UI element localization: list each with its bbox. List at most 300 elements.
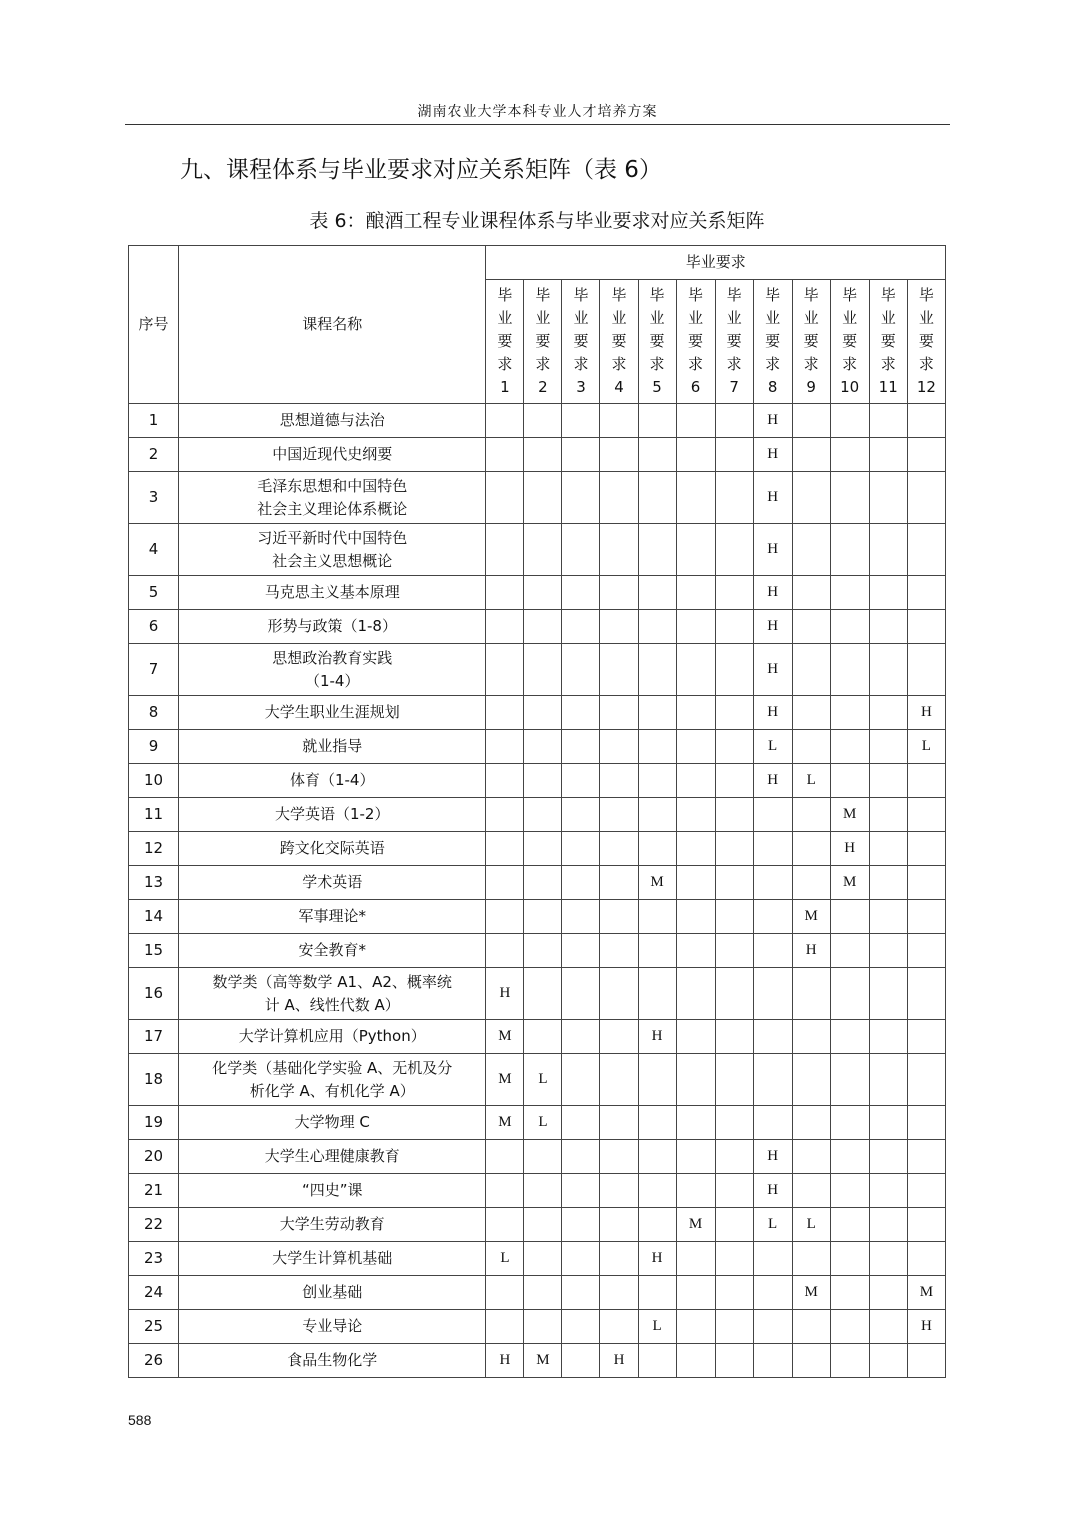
support-level-cell: [792, 1106, 830, 1140]
support-level-cell: [600, 764, 638, 798]
table-row: [129, 934, 946, 968]
support-level-cell: [638, 900, 676, 934]
support-level-cell: [830, 576, 869, 610]
support-level-cell: [562, 472, 600, 524]
header-requirement-char: 求: [918, 355, 934, 373]
course-name-line: 计 A、线性代数 A）: [264, 995, 400, 1014]
support-level-cell: [600, 696, 638, 730]
row-number: 7: [129, 644, 179, 696]
row-number: 5: [129, 576, 179, 610]
header-requirement-char: 业: [611, 309, 627, 327]
row-number: 22: [129, 1208, 179, 1242]
support-level-cell: [869, 1054, 907, 1106]
support-level-cell: [715, 1276, 753, 1310]
header-requirement-11: [869, 280, 907, 404]
support-level-cell: [753, 1054, 792, 1106]
row-number: 6: [129, 610, 179, 644]
row-number: 19: [129, 1106, 179, 1140]
header-requirement-char: 业: [497, 309, 513, 327]
support-level-cell: [562, 1174, 600, 1208]
table-row: [129, 438, 946, 472]
support-level-cell: [830, 1276, 869, 1310]
support-level-cell: [524, 900, 562, 934]
header-requirement-char: 毕: [535, 286, 551, 304]
support-level-cell: [907, 404, 945, 438]
support-level-cell: [907, 1208, 945, 1242]
support-level-cell: [715, 1208, 753, 1242]
support-level-cell: L: [792, 1208, 830, 1242]
support-level-cell: [869, 1020, 907, 1054]
support-level-cell: [486, 644, 524, 696]
support-level-cell: [638, 1140, 676, 1174]
row-number: 26: [129, 1344, 179, 1378]
support-level-cell: [907, 610, 945, 644]
support-level-cell: [524, 1208, 562, 1242]
support-level-cell: [638, 832, 676, 866]
support-level-cell: [907, 576, 945, 610]
table-row: [129, 1276, 946, 1310]
support-level-cell: H: [486, 968, 524, 1020]
support-level-cell: M: [486, 1020, 524, 1054]
support-level-cell: [907, 764, 945, 798]
header-requirement-1: [486, 280, 524, 404]
support-level-cell: [792, 438, 830, 472]
header-requirement-char: 求: [497, 355, 513, 373]
support-level-cell: [869, 1276, 907, 1310]
support-level-cell: [562, 1020, 600, 1054]
support-level-cell: [524, 764, 562, 798]
support-level-cell: [676, 1242, 715, 1276]
support-level-cell: [562, 934, 600, 968]
table-row: [129, 866, 946, 900]
support-level-cell: [676, 832, 715, 866]
course-name: [179, 1310, 486, 1344]
support-level-cell: [638, 1106, 676, 1140]
support-level-cell: [600, 1208, 638, 1242]
row-number: 8: [129, 696, 179, 730]
course-name: [179, 1140, 486, 1174]
course-name-line: 思想政治教育实践: [272, 648, 393, 667]
support-level-cell: [676, 1054, 715, 1106]
support-level-cell: [792, 1174, 830, 1208]
support-level-cell: [907, 524, 945, 576]
support-level-cell: H: [792, 934, 830, 968]
course-name-line: 专业导论: [302, 1317, 363, 1335]
header-requirement-char: 要: [765, 332, 781, 350]
support-level-cell: H: [600, 1344, 638, 1378]
support-level-cell: [869, 696, 907, 730]
support-level-cell: H: [753, 404, 792, 438]
support-level-cell: [830, 1020, 869, 1054]
support-level-cell: [562, 1344, 600, 1378]
row-number: 10: [129, 764, 179, 798]
table-row: [129, 1020, 946, 1054]
header-course-name: 课程名称: [179, 246, 486, 404]
header-requirement-char: 毕: [842, 286, 858, 304]
table-row: [129, 1140, 946, 1174]
support-level-cell: [676, 1174, 715, 1208]
support-level-cell: [524, 1020, 562, 1054]
table-row: [129, 1310, 946, 1344]
course-name: [179, 1276, 486, 1310]
support-level-cell: [600, 472, 638, 524]
course-name: [179, 1344, 486, 1378]
header-requirement-char: 毕: [611, 286, 627, 304]
support-level-cell: [869, 968, 907, 1020]
support-level-cell: [830, 764, 869, 798]
support-level-cell: [715, 1020, 753, 1054]
header-requirement-char: 求: [765, 355, 781, 373]
header-requirement-4: [600, 280, 638, 404]
course-name-line: 大学生心理健康教育: [264, 1147, 400, 1165]
support-level-cell: [562, 644, 600, 696]
header-requirement-char: 求: [688, 355, 704, 373]
support-level-cell: [907, 798, 945, 832]
support-level-cell: [638, 610, 676, 644]
header-requirement-char: 要: [535, 332, 551, 350]
course-name-line: 析化学 A、有机化学 A）: [249, 1081, 415, 1100]
support-level-cell: [562, 900, 600, 934]
row-number: 16: [129, 968, 179, 1020]
support-level-cell: [792, 524, 830, 576]
support-level-cell: [869, 798, 907, 832]
header-requirement-char: 4: [614, 378, 624, 396]
header-requirement-char: 业: [573, 309, 589, 327]
support-level-cell: [486, 438, 524, 472]
support-level-cell: [524, 472, 562, 524]
support-level-cell: [715, 576, 753, 610]
support-level-cell: [869, 1208, 907, 1242]
support-level-cell: [792, 832, 830, 866]
course-name-line: 体育（1-4）: [289, 771, 375, 789]
support-level-cell: [869, 866, 907, 900]
support-level-cell: [753, 1344, 792, 1378]
course-name: [179, 1174, 486, 1208]
support-level-cell: [792, 866, 830, 900]
course-name-line: 化学类（基础化学实验 A、无机及分: [212, 1058, 453, 1077]
support-level-cell: [486, 404, 524, 438]
support-level-cell: [486, 1310, 524, 1344]
support-level-cell: [638, 1208, 676, 1242]
support-level-cell: [638, 798, 676, 832]
support-level-cell: [830, 900, 869, 934]
support-level-cell: [486, 1276, 524, 1310]
course-name-line: 习近平新时代中国特色: [257, 528, 408, 547]
support-level-cell: [907, 832, 945, 866]
support-level-cell: [715, 1174, 753, 1208]
header-requirement-char: 求: [535, 355, 551, 373]
row-number: 13: [129, 866, 179, 900]
support-level-cell: [753, 1106, 792, 1140]
support-level-cell: [676, 1344, 715, 1378]
support-level-cell: [600, 900, 638, 934]
support-level-cell: [715, 968, 753, 1020]
support-level-cell: [676, 1106, 715, 1140]
support-level-cell: [676, 798, 715, 832]
table-row: [129, 1174, 946, 1208]
support-level-cell: [638, 696, 676, 730]
support-level-cell: [715, 696, 753, 730]
header-requirement-char: 毕: [497, 286, 513, 304]
support-level-cell: [524, 1174, 562, 1208]
row-number: 12: [129, 832, 179, 866]
support-level-cell: [562, 798, 600, 832]
support-level-cell: [869, 1344, 907, 1378]
support-level-cell: [907, 1174, 945, 1208]
table-row: [129, 644, 946, 696]
support-level-cell: [792, 644, 830, 696]
header-requirement-3: [562, 280, 600, 404]
support-level-cell: [830, 1054, 869, 1106]
support-level-cell: [676, 900, 715, 934]
support-level-cell: [638, 644, 676, 696]
support-level-cell: [869, 730, 907, 764]
course-name: [179, 934, 486, 968]
support-level-cell: [600, 866, 638, 900]
support-level-cell: H: [638, 1020, 676, 1054]
header-requirement-8: [753, 280, 792, 404]
header-requirement-char: 2: [538, 378, 548, 396]
header-seq: 序号: [129, 246, 179, 404]
support-level-cell: [715, 644, 753, 696]
support-level-cell: [524, 1140, 562, 1174]
support-level-cell: [562, 1106, 600, 1140]
support-level-cell: [792, 1054, 830, 1106]
support-level-cell: M: [792, 900, 830, 934]
course-name: [179, 1020, 486, 1054]
running-header: 湖南农业大学本科专业人才培养方案: [125, 100, 950, 125]
support-level-cell: [486, 524, 524, 576]
support-level-cell: [676, 644, 715, 696]
header-requirement-char: 要: [726, 332, 742, 350]
support-level-cell: [792, 1242, 830, 1276]
table-row: [129, 798, 946, 832]
header-requirement-char: 12: [916, 378, 936, 396]
support-level-cell: [486, 730, 524, 764]
support-level-cell: [562, 576, 600, 610]
course-name: [179, 610, 486, 644]
header-requirement-char: 业: [726, 309, 742, 327]
support-level-cell: [907, 644, 945, 696]
course-name-line: （1-4）: [304, 671, 360, 690]
support-level-cell: H: [753, 696, 792, 730]
support-level-cell: [715, 934, 753, 968]
support-level-cell: [869, 404, 907, 438]
support-level-cell: [676, 438, 715, 472]
support-level-cell: L: [524, 1106, 562, 1140]
course-name: [179, 644, 486, 696]
header-requirement-char: 业: [803, 309, 819, 327]
support-level-cell: [715, 1106, 753, 1140]
support-level-cell: [830, 1140, 869, 1174]
support-level-cell: [792, 968, 830, 1020]
header-requirement-7: [715, 280, 753, 404]
support-level-cell: [638, 730, 676, 764]
support-level-cell: [600, 610, 638, 644]
support-level-cell: [600, 730, 638, 764]
header-requirement-char: 求: [611, 355, 627, 373]
header-requirement-char: 要: [803, 332, 819, 350]
support-level-cell: [486, 576, 524, 610]
support-level-cell: M: [830, 798, 869, 832]
support-level-cell: [715, 1310, 753, 1344]
course-name: [179, 438, 486, 472]
course-name: [179, 1242, 486, 1276]
course-name: [179, 832, 486, 866]
row-number: 9: [129, 730, 179, 764]
support-level-cell: M: [524, 1344, 562, 1378]
course-name-line: 食品生物化学: [287, 1351, 378, 1369]
header-requirement-char: 要: [611, 332, 627, 350]
support-level-cell: [792, 610, 830, 644]
support-level-cell: [715, 610, 753, 644]
support-level-cell: [524, 576, 562, 610]
support-level-cell: H: [753, 644, 792, 696]
support-level-cell: [830, 934, 869, 968]
support-level-cell: [907, 900, 945, 934]
course-name: [179, 696, 486, 730]
table-row: [129, 1344, 946, 1378]
row-number: 18: [129, 1054, 179, 1106]
row-number: 25: [129, 1310, 179, 1344]
support-level-cell: [486, 832, 524, 866]
support-level-cell: [869, 438, 907, 472]
header-requirement-10: [830, 280, 869, 404]
support-level-cell: [562, 832, 600, 866]
table-row: [129, 524, 946, 576]
support-level-cell: [792, 1020, 830, 1054]
support-level-cell: [907, 438, 945, 472]
course-name: [179, 1106, 486, 1140]
support-level-cell: [830, 438, 869, 472]
support-level-cell: [638, 764, 676, 798]
support-level-cell: M: [792, 1276, 830, 1310]
support-level-cell: [638, 1344, 676, 1378]
support-level-cell: [562, 696, 600, 730]
table-row: [129, 900, 946, 934]
header-requirement-12: [907, 280, 945, 404]
support-level-cell: [524, 968, 562, 1020]
support-level-cell: [676, 934, 715, 968]
course-name: [179, 524, 486, 576]
support-level-cell: L: [792, 764, 830, 798]
header-requirement-char: 11: [878, 378, 898, 396]
course-name-line: 大学生职业生涯规划: [264, 703, 400, 721]
row-number: 4: [129, 524, 179, 576]
support-level-cell: [638, 438, 676, 472]
support-level-cell: L: [524, 1054, 562, 1106]
support-level-cell: [486, 610, 524, 644]
header-requirement-char: 9: [806, 378, 816, 396]
support-level-cell: [753, 866, 792, 900]
row-number: 1: [129, 404, 179, 438]
support-level-cell: [792, 472, 830, 524]
support-level-cell: [830, 696, 869, 730]
header-requirement-2: [524, 280, 562, 404]
support-level-cell: [600, 968, 638, 1020]
support-level-cell: [907, 968, 945, 1020]
support-level-cell: H: [753, 764, 792, 798]
header-requirement-char: 业: [842, 309, 858, 327]
support-level-cell: [830, 1106, 869, 1140]
support-level-cell: [869, 900, 907, 934]
support-level-cell: [486, 934, 524, 968]
support-level-cell: [715, 764, 753, 798]
table-row: [129, 1054, 946, 1106]
header-requirement-char: 要: [880, 332, 896, 350]
support-level-cell: [638, 934, 676, 968]
support-level-cell: [676, 1140, 715, 1174]
support-level-cell: [869, 1140, 907, 1174]
support-level-cell: [830, 1208, 869, 1242]
table-row: [129, 404, 946, 438]
support-level-cell: [907, 1020, 945, 1054]
support-level-cell: [792, 1310, 830, 1344]
support-level-cell: [907, 1242, 945, 1276]
header-requirement-char: 求: [842, 355, 858, 373]
support-level-cell: H: [907, 1310, 945, 1344]
support-level-cell: [869, 1310, 907, 1344]
support-level-cell: [792, 696, 830, 730]
support-level-cell: [562, 1140, 600, 1174]
support-level-cell: [486, 472, 524, 524]
support-level-cell: [753, 832, 792, 866]
support-level-cell: [600, 798, 638, 832]
header-graduation-requirements: 毕业要求: [486, 246, 946, 280]
support-level-cell: [676, 696, 715, 730]
support-level-cell: [715, 730, 753, 764]
support-level-cell: [638, 968, 676, 1020]
course-name-line: 安全教育*: [298, 941, 366, 959]
support-level-cell: [907, 1344, 945, 1378]
support-level-cell: [562, 1242, 600, 1276]
course-name: [179, 1208, 486, 1242]
support-level-cell: [676, 968, 715, 1020]
header-requirement-char: 要: [649, 332, 665, 350]
header-requirement-6: [676, 280, 715, 404]
support-level-cell: [676, 764, 715, 798]
support-level-cell: H: [486, 1344, 524, 1378]
row-number: 2: [129, 438, 179, 472]
support-level-cell: H: [753, 610, 792, 644]
support-level-cell: [715, 832, 753, 866]
support-level-cell: [792, 404, 830, 438]
row-number: 14: [129, 900, 179, 934]
support-level-cell: H: [753, 576, 792, 610]
support-level-cell: [869, 610, 907, 644]
table-row: [129, 610, 946, 644]
support-level-cell: [638, 576, 676, 610]
support-level-cell: [638, 524, 676, 576]
support-level-cell: [600, 524, 638, 576]
support-level-cell: L: [907, 730, 945, 764]
support-level-cell: [830, 472, 869, 524]
support-level-cell: [562, 438, 600, 472]
support-level-cell: [562, 730, 600, 764]
header-requirement-char: 10: [840, 378, 860, 396]
support-level-cell: H: [753, 472, 792, 524]
support-level-cell: H: [753, 1140, 792, 1174]
header-requirement-char: 求: [573, 355, 589, 373]
support-level-cell: [524, 730, 562, 764]
row-number: 23: [129, 1242, 179, 1276]
support-level-cell: [753, 968, 792, 1020]
support-level-cell: H: [907, 696, 945, 730]
table-row: [129, 968, 946, 1020]
support-level-cell: M: [907, 1276, 945, 1310]
support-level-cell: [830, 1174, 869, 1208]
support-level-cell: [869, 576, 907, 610]
